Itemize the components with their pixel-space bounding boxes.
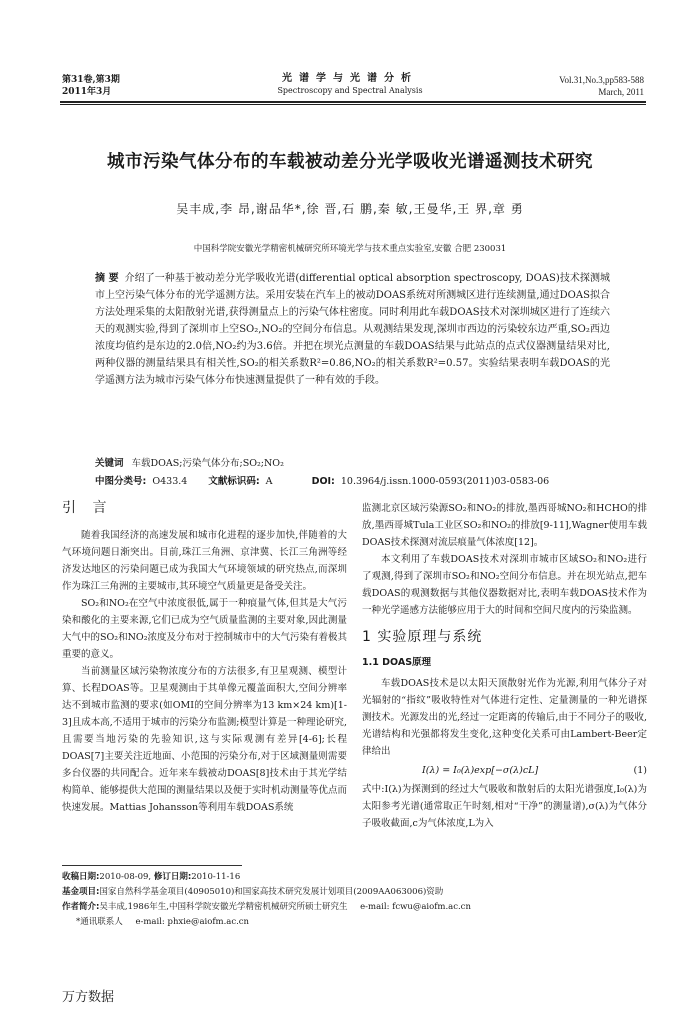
affiliation: 中国科学院安徽光学精密机械研究所环境光学与技术重点实验室,安徽 合肥 230031 [193,244,507,254]
contact-line [62,915,622,930]
author-list: 吴丰成,李 昂,谢品华*,徐 晋,石 鹏,秦 敏,王曼华,王 界,章 勇 [176,202,524,216]
journal-name-cn: 光谱学与光谱分析 [282,73,418,84]
subsection-1-1-heading: 1.1 DOAS原理 [362,657,432,668]
issue-date: 2011年3月 [62,87,112,97]
fund-line [62,885,622,900]
vol-pages: Vol.31,No.3,pp583-588 [559,75,644,85]
month-year: March, 2011 [598,87,644,97]
fund-label: 基金项目: [62,887,100,897]
section-1-heading: 1 实验原理与系统 [362,629,483,645]
intro-paragraph-1: 随着我国经济的高速发展和城市化进程的逐步加快,伴随着的大气环境问题日渐突出。目前,珠江三角洲、京津冀、长江三角洲等经济发达地区的污染问题已成为我国大气环境领域的研究热点,而深圳作为珠江三角洲的主要城市,其环境空气质量更是备受关注。 [62,530,347,592]
bio-text: 吴丰成,1986年生,中国科学院安徽光学精密机械研究所硕士研究生 [99,902,348,912]
fund-text: 国家自然科学基金项目(40905010)和国家高技术研究发展计划项目(2009AA063006)资助 [99,887,444,897]
revised-label: 修订日期: [153,872,192,882]
bio-email: e-mail: fcwu@aiofm.ac.cn [360,902,471,912]
intro-heading: 引 言 [62,500,113,516]
right-column [362,500,647,832]
wanfang-watermark: 万方数据 [62,990,115,1005]
contact-email: e-mail: phxie@aiofm.ac.cn [135,917,250,927]
equation-explanation: 式中:I(λ)为探测到的经过大气吸收和散射后的太阳光谱强度,I₀(λ)为太阳参考光谱(通常取正午时刻,相对“干净”的测量谱),σ(λ)为气体分子吸收截面,c为气体浓度,L为入 [362,784,647,829]
abstract-label: 摘 要 [95,273,119,284]
keywords [95,456,625,472]
journal-name-en: Spectroscopy and Spectral Analysis [277,86,423,95]
revised-date: 2010-11-16 [191,872,241,882]
dates-line [62,870,622,885]
keywords-text: 车载DOAS;污染气体分布;SO₂;NO₂ [131,458,284,469]
received-label: 收稿日期: [62,872,100,882]
received-date: 2010-08-09, [99,872,152,882]
clc-value: O433.4 [152,476,188,487]
classification-line [95,474,635,490]
footnotes [62,870,622,930]
intro-paragraph-3: 当前测量区域污染物浓度分布的方法很多,有卫星观测、模型计算、长程DOAS等。卫星观测由于其单像元覆盖面积大,空间分辨率达不到城市监测的要求(如OMI的空间分辨率为13 km×24 km)[1-3]且成本高,不适用于城市的污染分布监测;模型计算是一种理论研究,且需要当地污染的先验知识,这与实际观测有差异[4-6];长程DOAS[7]主要关注近地面、小范围的污染分布,对于区域测量则需要多台仪器的共同配合。近年来车载被动DOAS[8]技术由于其光学结构简单、能够提供大范围的测量结果以及便于实时机动测量等优点而快速发展。Mattias Johansson等利用车载DOAS系统 [62,666,348,813]
doi-label: DOI: [311,476,335,487]
journal-citation [559,74,644,98]
bio-label: 作者简介: [62,902,100,912]
doc-code-value: A [265,476,273,487]
contact-label: *通讯联系人 [76,917,123,927]
volume-issue: 第31卷,第3期 [62,75,120,85]
header-rule-thick [60,101,646,103]
abstract [95,270,610,389]
intro-paragraph-2: SO₂和NO₂在空气中浓度很低,属于一种痕量气体,但其是大气污染和酸化的主要来源,它们已成为空气质量监测的主要对象,因此测量大气中的SO₂和NO₂浓度及分布对于控制城市中的大气污染有着极其重要的意义。 [62,598,348,660]
equation-1 [362,760,647,781]
author-bio-line [62,900,622,915]
body-paragraph-cont: 监测北京区域污染源SO₂和NO₂的排放,墨西哥城NO₂和HCHO的排放,墨西哥城Tula工业区SO₂和NO₂的排放[9-11],Wagner使用车载DOAS技术探测对流层痕量气体浓度[12]。 [362,503,647,548]
doi-value: 10.3964/j.issn.1000-0593(2011)03-0583-06 [340,476,550,487]
header-rule-thin [60,104,646,105]
footnote-rule [62,865,242,866]
doas-principle-paragraph: 车载DOAS技术是以太阳天顶散射光作为光源,利用气体分子对光辐射的“指纹”吸收特性对气体进行定性、定量测量的一种光谱探测技术。光源发出的光,经过一定距离的传输后,由于不同分子的吸收,光谱结构和光强都将发生变化,这种变化关系可由Lambert-Beer定律给出 [362,678,647,757]
keywords-label: 关键词 [95,458,124,469]
left-column [62,500,347,816]
doc-code-label: 文献标识码: [208,476,260,487]
clc-label: 中图分类号: [95,476,147,487]
equation-body: I(λ) = I₀(λ)exp[−σ(λ)cL] [422,765,539,776]
equation-number: (1) [633,765,647,776]
paper-title: 城市污染气体分布的车载被动差分光学吸收光谱遥测技术研究 [107,152,593,172]
body-paragraph-2: 本文利用了车载DOAS技术对深圳市城市区域SO₂和NO₂进行了观测,得到了深圳市SO₂和NO₂空间分布信息。并在坝光站点,把车载DOAS的观测数据与其他仪器数据对比,表明车载DOAS技术作为一种光学遥感方法能够应用于大的时间和空间尺度内的污染监测。 [362,554,647,616]
abstract-text: 介绍了一种基于被动差分光学吸收光谱(differential optical absorption spectroscopy, DOAS)技术探测城市上空污染气体分布的光学遥测方法。采用安装在汽车上的被动DOAS系统对所测城区进行连续测量,通过DOAS拟合方法处理采集的太阳散射光谱,获得测量点上的污染气体柱密度。同时利用此车载DOAS技术对深圳城区进行了连续六天的观测实验,得到了深圳市上空SO₂,NO₂的空间分布信息。从观测结果发现,深圳市西边的污染较东边严重,SO₂西边浓度均值约是东边的2.0倍,NO₂约为3.6倍。并把在坝光点测量的车载DOAS结果与此站点的点式仪器测量结果对比,两种仪器的测量结果具有相关性,SO₂的相关系数R²=0.86,NO₂的相关系数R²=0.57。实验结果表明车载DOAS的光学遥测方法为城市污染气体分布快速测量提供了一种有效的手段。 [95,273,611,386]
